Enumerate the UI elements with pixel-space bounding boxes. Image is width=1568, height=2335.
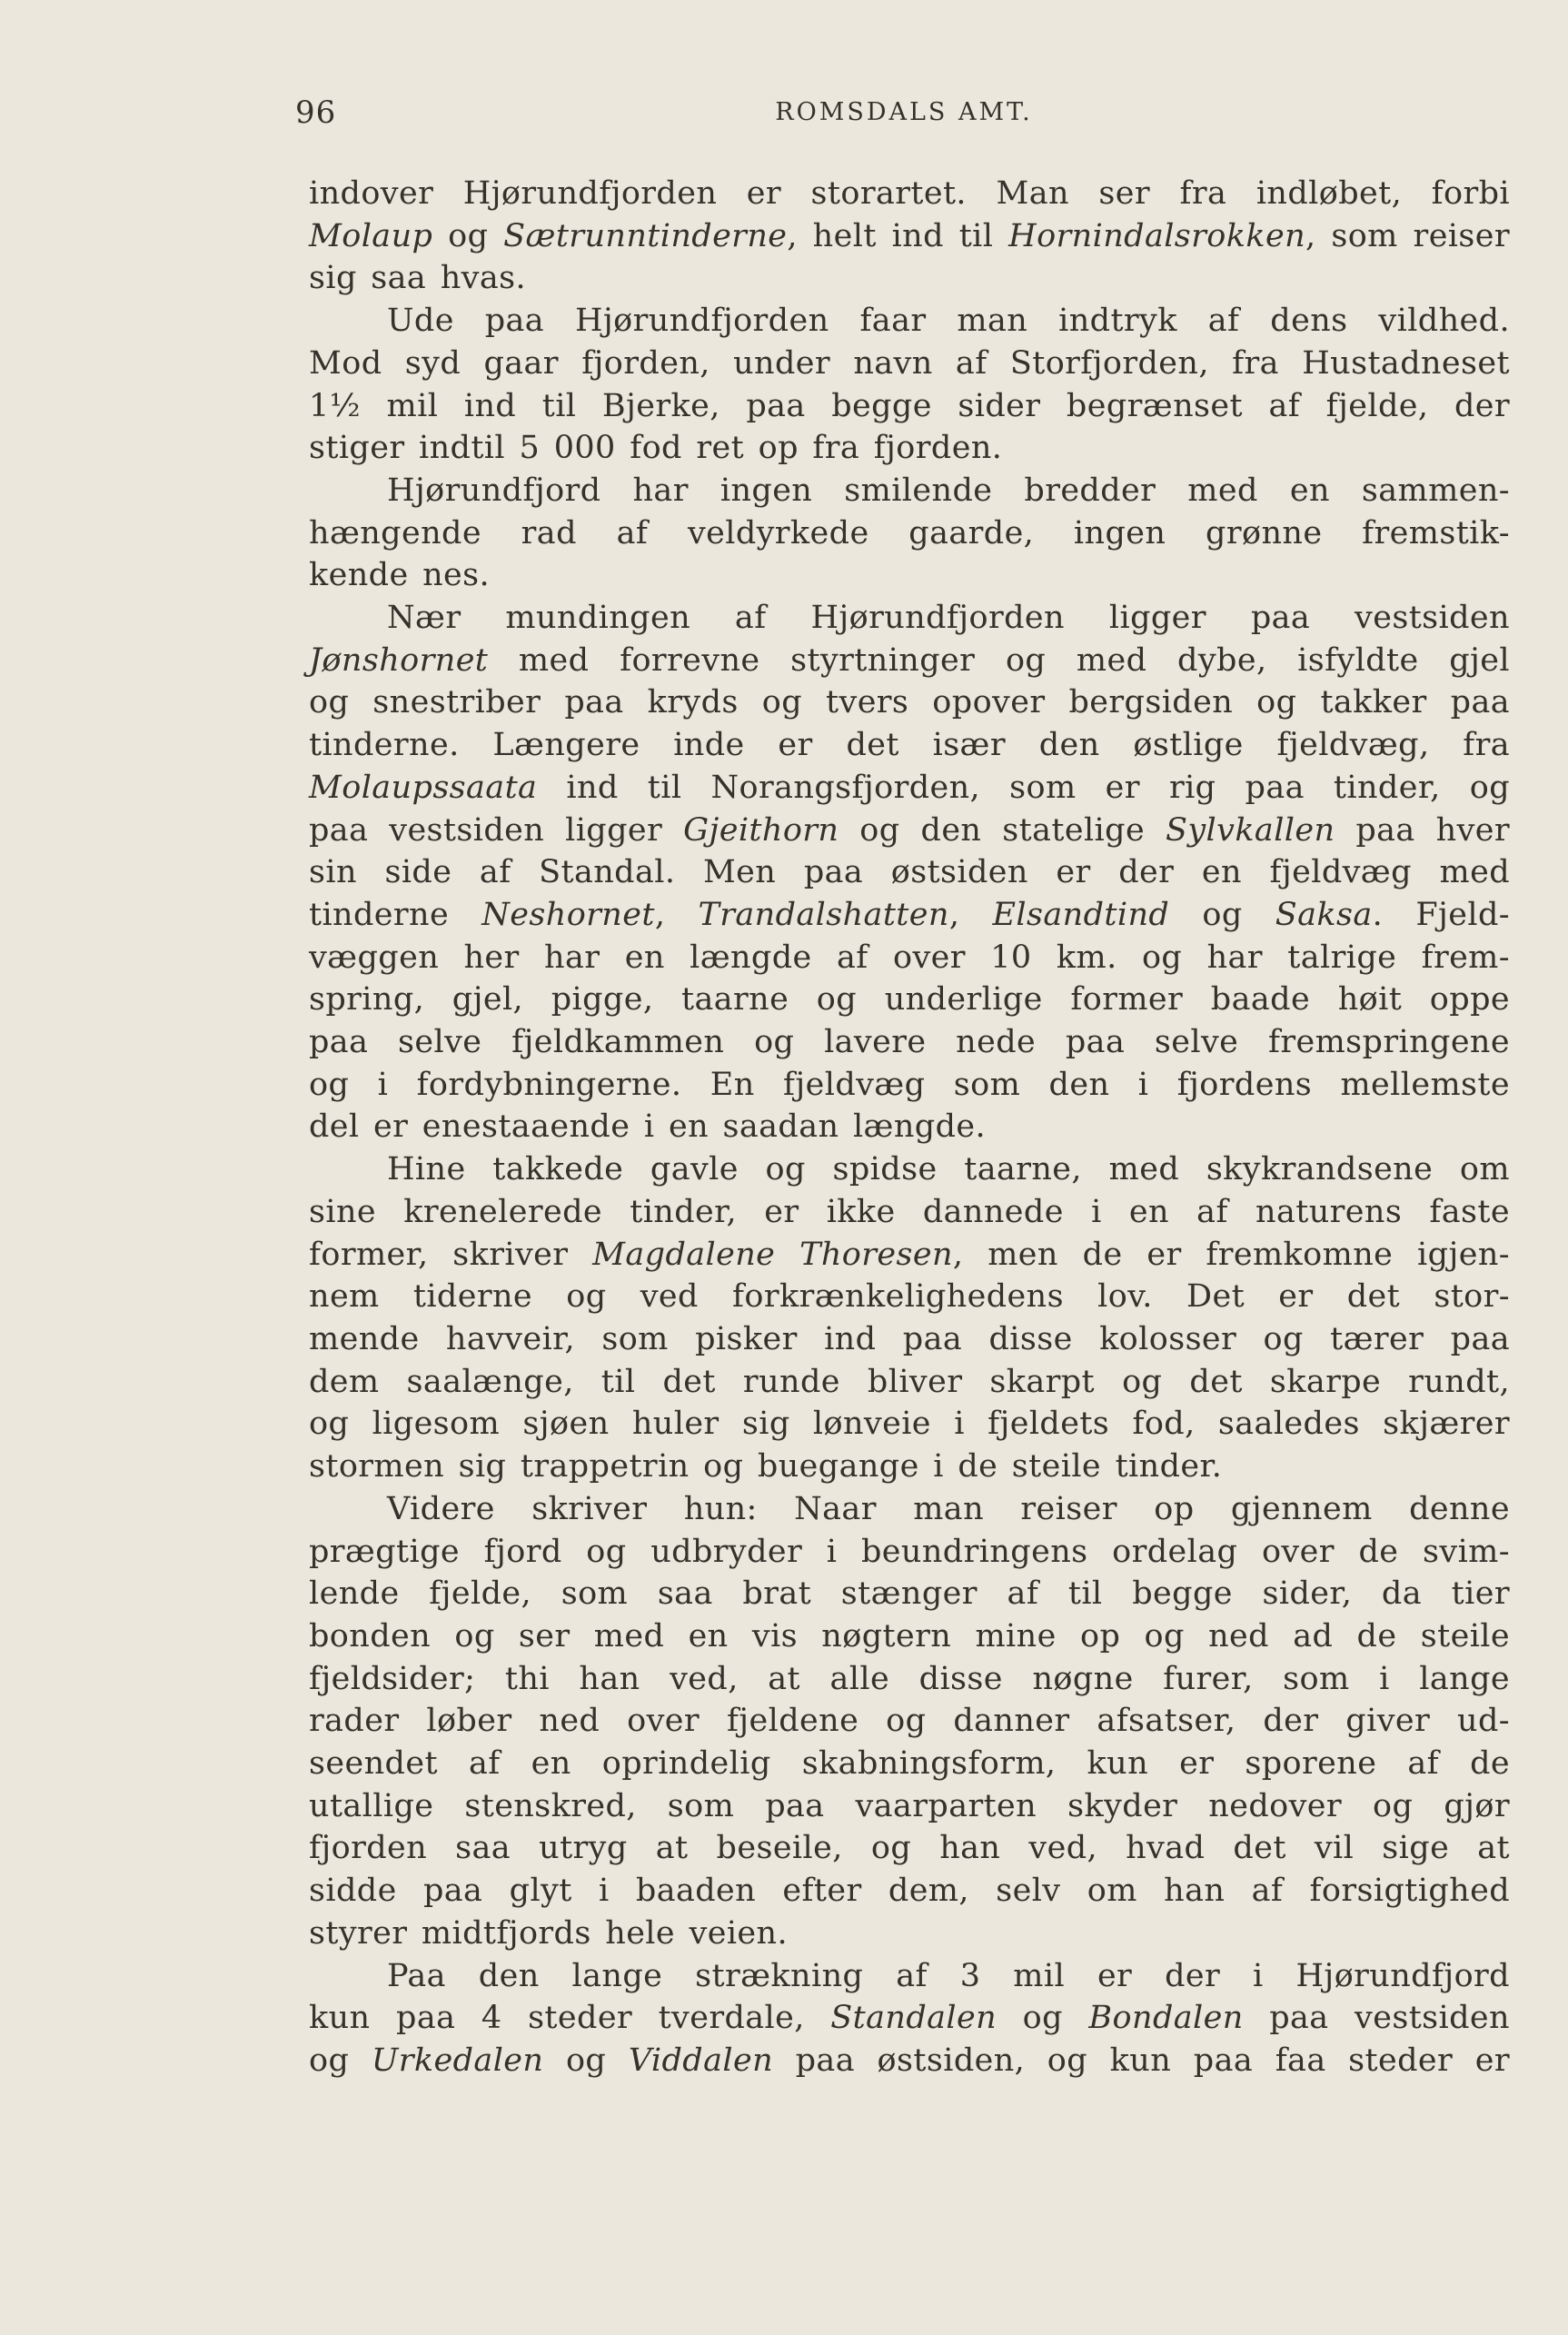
body-text bbox=[309, 173, 1510, 2082]
italic-name: Saksa bbox=[1275, 896, 1373, 933]
text-line bbox=[309, 851, 1510, 894]
text-run: lende fjelde, som saa brat stænger af til begge sider, da tier bbox=[309, 1575, 1510, 1613]
text-run: mende havveir, som pisker ind paa disse kolosser og tærer paa bbox=[309, 1320, 1510, 1357]
text-run: Paa den lange strækning af 3 mil er der i Hjørundfjord bbox=[387, 1957, 1510, 1994]
text-run: 1½ mil ind til Bjerke, paa begge sider begrænset af fjelde, der bbox=[309, 387, 1510, 424]
text-run: , bbox=[654, 896, 699, 933]
italic-name: Magdalene Thoresen bbox=[592, 1236, 953, 1273]
running-head: ROMSDALS AMT. bbox=[775, 98, 1033, 126]
text-line bbox=[309, 554, 1510, 597]
text-run: tinderne bbox=[309, 896, 482, 933]
text-line bbox=[309, 1785, 1510, 1828]
text-run: stormen sig trappetrin og buegange i de steile tinder. bbox=[309, 1448, 1223, 1485]
italic-name: Trandalshatten bbox=[698, 896, 949, 933]
text-run: kun paa 4 steder tverdale, bbox=[309, 2000, 831, 2037]
text-run: fjorden saa utryg at beseile, og han ved, hvad det vil sige at bbox=[309, 1830, 1510, 1867]
text-line bbox=[309, 979, 1510, 1021]
paragraph bbox=[309, 470, 1510, 597]
italic-name: Molaup bbox=[309, 217, 433, 254]
text-line bbox=[309, 1658, 1510, 1701]
text-line bbox=[309, 681, 1510, 724]
text-line bbox=[309, 385, 1510, 428]
text-line bbox=[309, 1276, 1510, 1318]
text-line bbox=[309, 1361, 1510, 1404]
text-run: fjeldsider; thi han ved, at alle disse nøgne furer, som i lange bbox=[309, 1660, 1510, 1697]
text-line bbox=[309, 894, 1510, 937]
text-run: Videre skriver hun: Naar man reiser op gjennem denne bbox=[387, 1490, 1510, 1527]
text-run: , som reiser bbox=[1305, 217, 1510, 254]
text-line bbox=[309, 597, 1510, 640]
text-run: kende nes. bbox=[309, 557, 491, 594]
text-run: og bbox=[432, 217, 504, 254]
text-line bbox=[309, 173, 1510, 215]
italic-name: Sylvkallen bbox=[1166, 811, 1335, 849]
text-run: , men de er fremkomne igjen- bbox=[952, 1236, 1510, 1273]
text-line bbox=[309, 1955, 1510, 1998]
text-line bbox=[309, 1615, 1510, 1658]
text-run: rader løber ned over fjeldene og danner afsatser, der giver ud- bbox=[309, 1703, 1510, 1740]
text-run: og ligesom sjøen huler sig lønveie i fjeldets fod, saaledes skjærer bbox=[309, 1406, 1510, 1443]
text-line bbox=[309, 1446, 1510, 1488]
text-run: og bbox=[1169, 896, 1275, 933]
text-run: nem tiderne og ved forkrænkelighedens lov. Det er det stor- bbox=[309, 1278, 1510, 1316]
italic-name: Standalen bbox=[830, 2000, 997, 2037]
text-run: sig saa hvas. bbox=[309, 260, 526, 297]
text-run: , bbox=[948, 896, 993, 933]
text-run: , helt ind til bbox=[787, 217, 1009, 254]
text-line bbox=[309, 1318, 1510, 1361]
italic-name: Hornindalsrokken bbox=[1008, 217, 1306, 254]
text-line bbox=[309, 300, 1510, 343]
text-run: paa østsiden, og kun paa faa steder er bbox=[773, 2042, 1511, 2079]
italic-name: Bondalen bbox=[1088, 2000, 1244, 2037]
text-line bbox=[309, 1488, 1510, 1531]
italic-name: Neshornet bbox=[481, 896, 655, 933]
text-run: tinderne. Længere inde er det især den østlige fjeldvæg, fra bbox=[309, 727, 1510, 764]
text-run: ind til Norangsfjorden, som er rig paa tinder, og bbox=[537, 769, 1510, 806]
text-run: hængende rad af veldyrkede gaarde, ingen grønne fremstik- bbox=[309, 514, 1510, 551]
text-line bbox=[309, 1531, 1510, 1574]
paragraph bbox=[309, 300, 1510, 470]
paragraph bbox=[309, 597, 1510, 1148]
text-run: og den statelige bbox=[839, 811, 1166, 849]
text-run: utallige stenskred, som paa vaarparten skyder nedover og gjør bbox=[309, 1787, 1510, 1824]
text-run: sidde paa glyt i baaden efter dem, selv om han af forsigtighed bbox=[309, 1873, 1510, 1910]
text-line bbox=[309, 1148, 1510, 1191]
text-line bbox=[309, 1234, 1510, 1277]
text-run: og bbox=[309, 2042, 372, 2079]
text-run: del er enestaaende i en saadan længde. bbox=[309, 1108, 987, 1146]
text-line bbox=[309, 640, 1510, 682]
text-run: dem saalænge, til det runde bliver skarpt og det skarpe rundt, bbox=[309, 1363, 1510, 1400]
text-run: væggen her har en længde af over 10 km. og har talrige frem- bbox=[309, 939, 1510, 976]
text-line bbox=[309, 1021, 1510, 1064]
text-run: stiger indtil 5 000 fod ret op fra fjorden. bbox=[309, 430, 1003, 467]
italic-name: Viddalen bbox=[628, 2042, 774, 2079]
text-line bbox=[309, 1827, 1510, 1870]
text-run: paa vestsiden bbox=[1243, 2000, 1510, 2037]
text-run: seendet af en oprindelig skabningsform, kun er sporene af de bbox=[309, 1745, 1510, 1783]
text-line bbox=[309, 2040, 1510, 2082]
text-run: Hjørundfjord har ingen smilende bredder med en sammen- bbox=[387, 472, 1510, 509]
text-line bbox=[309, 1573, 1510, 1615]
text-line bbox=[309, 1106, 1510, 1148]
text-run: og i fordybningerne. En fjeldvæg som den i fjordens mellemste bbox=[309, 1066, 1510, 1103]
text-run: sine krenelerede tinder, er ikke dannede i en af naturens faste bbox=[309, 1193, 1510, 1230]
text-line bbox=[309, 215, 1510, 258]
italic-name: Gjeithorn bbox=[683, 811, 839, 849]
text-line bbox=[309, 470, 1510, 512]
paragraph bbox=[309, 1488, 1510, 1955]
text-run: . Fjeld- bbox=[1372, 896, 1510, 933]
text-run: prægtige fjord og udbryder i beundringens ordelag over de svim- bbox=[309, 1533, 1510, 1570]
text-line bbox=[309, 257, 1510, 300]
text-run: spring, gjel, pigge, taarne og underlige former baade høit oppe bbox=[309, 981, 1510, 1018]
text-line bbox=[309, 1913, 1510, 1955]
text-line bbox=[309, 1997, 1510, 2040]
text-run: og snestriber paa kryds og tvers opover bergsiden og takker paa bbox=[309, 684, 1510, 721]
italic-name: Jønshornet bbox=[309, 641, 489, 679]
text-line bbox=[309, 1403, 1510, 1446]
text-run: og bbox=[543, 2042, 629, 2079]
text-run: med forrevne styrtninger og med dybe, isfyldte gjel bbox=[488, 641, 1510, 679]
italic-name: Elsandtind bbox=[992, 896, 1170, 933]
text-run: paa selve fjeldkammen og lavere nede paa selve fremspringene bbox=[309, 1024, 1510, 1061]
page-number: 96 bbox=[295, 94, 337, 131]
text-run: paa hver bbox=[1335, 811, 1510, 849]
text-line bbox=[309, 1700, 1510, 1743]
paragraph bbox=[309, 173, 1510, 300]
text-run: Nær mundingen af Hjørundfjorden ligger paa vestsiden bbox=[387, 600, 1510, 637]
text-run: styrer midtfjords hele veien. bbox=[309, 1914, 788, 1952]
text-run: sin side af Standal. Men paa østsiden er der en fjeldvæg med bbox=[309, 854, 1510, 891]
page-header bbox=[295, 94, 1513, 140]
text-line bbox=[309, 724, 1510, 767]
text-line bbox=[309, 1191, 1510, 1234]
text-run: Hine takkede gavle og spidse taarne, med skykrandsene om bbox=[387, 1151, 1510, 1188]
text-line bbox=[309, 343, 1510, 385]
italic-name: Urkedalen bbox=[371, 2042, 544, 2079]
text-run: paa vestsiden ligger bbox=[309, 811, 684, 849]
text-run: og bbox=[997, 2000, 1089, 2037]
italic-name: Molaupssaata bbox=[309, 769, 538, 806]
paragraph bbox=[309, 1955, 1510, 2082]
text-line bbox=[309, 767, 1510, 810]
text-line bbox=[309, 1870, 1510, 1913]
text-run: bonden og ser med en vis nøgtern mine op og ned ad de steile bbox=[309, 1617, 1510, 1654]
text-run: indover Hjørundfjorden er storartet. Man ser fra indløbet, forbi bbox=[309, 175, 1510, 212]
text-line bbox=[309, 427, 1510, 470]
text-line bbox=[309, 1743, 1510, 1785]
text-run: former, skriver bbox=[309, 1236, 593, 1273]
text-line bbox=[309, 1064, 1510, 1107]
text-line bbox=[309, 937, 1510, 979]
text-line bbox=[309, 512, 1510, 555]
text-line bbox=[309, 810, 1510, 852]
italic-name: Sætrunntinderne bbox=[503, 217, 788, 254]
text-run: Ude paa Hjørundfjorden faar man indtryk af dens vildhed. bbox=[387, 303, 1510, 340]
text-run: Mod syd gaar fjorden, under navn af Storfjorden, fra Hustadneset bbox=[309, 344, 1510, 382]
paragraph bbox=[309, 1148, 1510, 1488]
